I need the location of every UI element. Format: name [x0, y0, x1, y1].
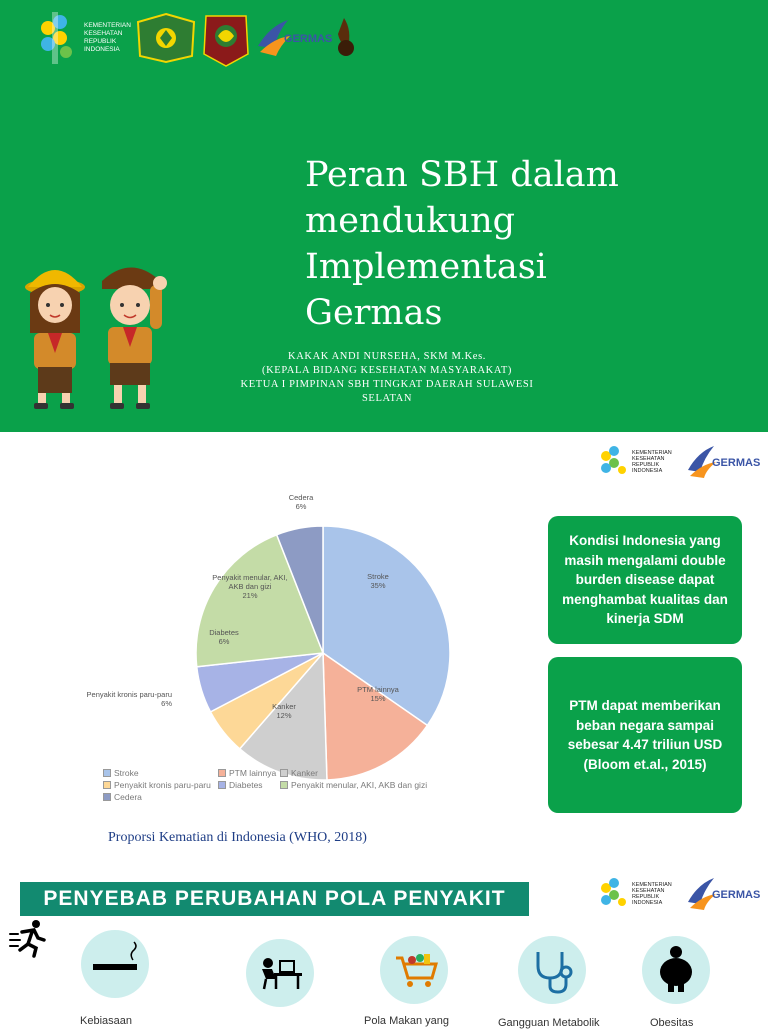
- pie-data-label: Kanker: [272, 702, 296, 711]
- cigarette-icon: [81, 930, 149, 998]
- pie-data-label: Cedera: [288, 493, 314, 502]
- obese-person-icon: [642, 936, 710, 1004]
- svg-text:KESEHATAN: KESEHATAN: [632, 456, 665, 462]
- svg-text:REPUBLIK: REPUBLIK: [84, 38, 117, 45]
- legend-label: Penyakit kronis paru-paru: [114, 780, 211, 790]
- kemenkes-logo-icon: [601, 878, 626, 906]
- boy-scout-icon: [102, 267, 167, 409]
- causes-slide: [0, 852, 768, 1029]
- pie-data-label: Stroke: [367, 572, 389, 581]
- sedentary-work-circle: [246, 939, 314, 1007]
- germas-logo-icon: [688, 878, 760, 910]
- slide-title: [305, 152, 745, 336]
- pie-data-label: AKB dan gizi: [228, 582, 272, 591]
- stethoscope-icon: [518, 936, 586, 1004]
- presenter-line: KAKAK ANDI NURSEHA, SKM M.Kes.: [288, 351, 486, 362]
- pie-data-label: PTM lainnya: [357, 685, 399, 694]
- svg-text:INDONESIA: INDONESIA: [632, 468, 663, 474]
- title-line: mendukung: [305, 201, 516, 241]
- section-banner: PENYEBAB PERUBAHAN POLA PENYAKIT: [20, 882, 529, 916]
- cause-caption: Pola Makan yang: [364, 1015, 449, 1027]
- legend-swatch: [103, 781, 111, 789]
- legend-swatch: [280, 781, 288, 789]
- kemenkes-germas-logo: [598, 872, 768, 912]
- legend-item: [103, 792, 142, 802]
- cause-caption: Obesitas: [650, 1017, 694, 1029]
- legend-swatch: [103, 769, 111, 777]
- logo-row: [34, 8, 364, 70]
- legend-label: PTM lainnya: [229, 768, 277, 778]
- legend-label: Cedera: [114, 792, 142, 802]
- svg-text:KEMENTERIAN: KEMENTERIAN: [84, 22, 131, 29]
- svg-text:KEMENTERIAN: KEMENTERIAN: [632, 450, 672, 456]
- pie-data-label: Diabetes: [209, 628, 239, 637]
- info-box-ptm-cost: PTM dapat memberikan beban negara sampai sebesar 4.47 triliun USD (Bloom et.al., 2015): [548, 657, 742, 813]
- legend-item: [218, 768, 276, 778]
- scout-characters-illustration: [20, 255, 180, 415]
- info-box-double-burden: Kondisi Indonesia yang masih mengalami double burden disease dapat menghambat kualitas dan kinerja SDM: [548, 516, 742, 644]
- svg-text:KEMENTERIAN: KEMENTERIAN: [632, 882, 672, 888]
- mortality-pie-chart: [86, 472, 460, 812]
- legend-swatch: [218, 781, 226, 789]
- kemenkes-logo-icon: [41, 12, 72, 64]
- svg-text:INDONESIA: INDONESIA: [632, 900, 663, 906]
- title-line: Peran SBH dalam: [305, 155, 619, 195]
- svg-text:KESEHATAN: KESEHATAN: [84, 30, 123, 37]
- legend-item: [280, 768, 318, 778]
- legend-item: [218, 780, 263, 790]
- desk-worker-icon: [246, 939, 314, 1007]
- presenter-line: (KEPALA BIDANG KESEHATAN MASYARAKAT): [262, 365, 512, 376]
- germas-logo-icon: [688, 446, 760, 478]
- legend-label: Penyakit menular, AKI, AKB dan gizi: [291, 780, 428, 790]
- svg-text:REPUBLIK: REPUBLIK: [632, 894, 660, 900]
- pie-data-label: 35%: [370, 581, 386, 590]
- svg-text:GERMAS: GERMAS: [712, 457, 761, 469]
- pie-data-label: 21%: [242, 591, 258, 600]
- kemenkes-germas-logo: [598, 440, 768, 480]
- svg-text:GERMAS: GERMAS: [284, 33, 333, 45]
- presenter-line: KETUA I PIMPINAN SBH TINGKAT DAERAH SULAWESI: [240, 379, 534, 390]
- diet-pattern-circle: [380, 936, 448, 1004]
- statistics-slide: [0, 432, 768, 852]
- pie-data-label: Penyakit menular, AKI,: [212, 573, 288, 582]
- svg-text:INDONESIA: INDONESIA: [84, 46, 120, 53]
- cause-caption: Gangguan Metabolik: [498, 1017, 600, 1029]
- legend-label: Stroke: [114, 768, 139, 778]
- pie-data-label: Penyakit kronis paru-paru: [86, 690, 172, 699]
- legend-swatch: [103, 793, 111, 801]
- svg-text:KESEHATAN: KESEHATAN: [632, 888, 665, 894]
- smoking-habit-circle: [81, 930, 149, 998]
- kemenkes-logo-icon: [601, 446, 626, 474]
- legend-item: [103, 768, 139, 778]
- presenter-info: [232, 350, 542, 406]
- girl-scout-icon: [25, 270, 85, 409]
- title-line: Germas: [305, 293, 443, 333]
- legend-label: Kanker: [291, 768, 318, 778]
- presenter-line: SELATAN: [361, 393, 413, 404]
- legend-swatch: [218, 769, 226, 777]
- svg-text:GERMAS: GERMAS: [712, 889, 761, 901]
- legend-swatch: [280, 769, 288, 777]
- shopping-cart-food-icon: [380, 936, 448, 1004]
- saka-bakti-husada-emblem-icon: [138, 14, 194, 62]
- pie-data-label: 12%: [276, 711, 292, 720]
- svg-text:REPUBLIK: REPUBLIK: [632, 462, 660, 468]
- legend-label: Diabetes: [229, 780, 263, 790]
- running-person-icon: [8, 918, 48, 958]
- cause-caption: Kebiasaan: [80, 1015, 132, 1027]
- chart-caption: Proporsi Kematian di Indonesia (WHO, 2018): [108, 830, 367, 845]
- pramuka-tunas-kelapa-icon: [338, 18, 354, 56]
- sulsel-emblem-icon: [204, 16, 248, 66]
- pie-data-label: 15%: [370, 694, 386, 703]
- title-line: Implementasi: [305, 247, 547, 287]
- metabolic-disorder-circle: [518, 936, 586, 1004]
- legend-item: [280, 780, 427, 790]
- legend-item: [103, 780, 211, 790]
- obesity-circle: [642, 936, 710, 1004]
- title-slide: [0, 0, 768, 432]
- pie-data-label: 6%: [295, 502, 307, 511]
- pie-data-label: 6%: [218, 637, 230, 646]
- germas-logo-icon: [258, 20, 332, 56]
- pie-data-label: 6%: [161, 699, 172, 708]
